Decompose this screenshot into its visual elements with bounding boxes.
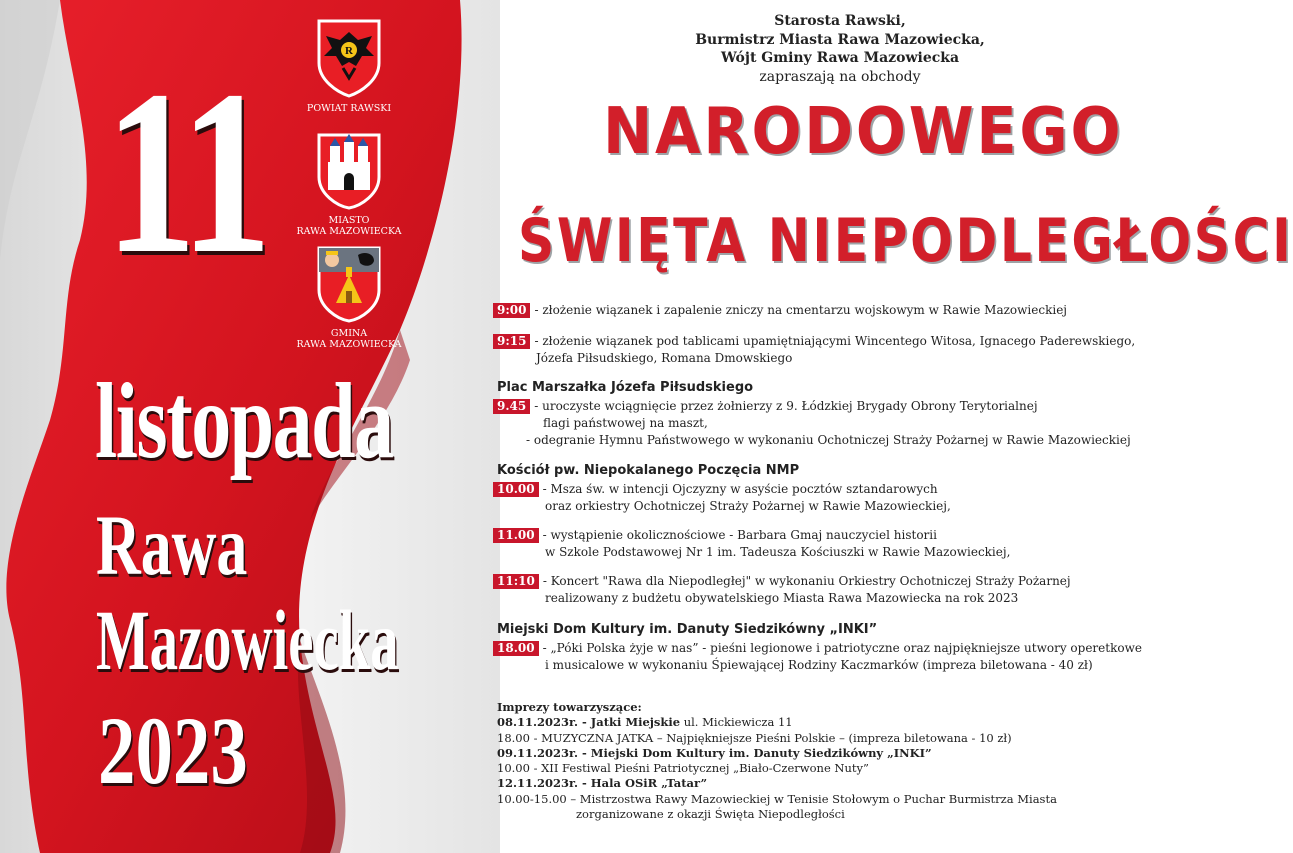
header-line: zapraszają na obchody (759, 68, 921, 85)
month-text: listopada (95, 362, 393, 481)
schedule-item: 18.00 - „Póki Polska żyje w nas” - pieśni legionowe i patriotyczne oraz najpiękniejsze utwory operetkowe i musicalowe w wykonaniu Śpiewającej Rodziny Kaczmarków (impreza biletowana - 40 zł) (493, 640, 1142, 674)
schedule-item: 11.00 - wystąpienie okolicznościowe - Barbara Gmaj nauczyciel historii w Szkole Podstawowej Nr 1 im. Tadeusza Kościuszki w Rawie Mazowieckiej, (493, 527, 1010, 561)
schedule-item: 9.45 - uroczyste wciągnięcie przez żołnierzy z 9. Łódzkiej Brygady Obrony Terytorialnej flagi państwowej na maszt, - odegranie Hymnu Państwowego w wykonaniu Ochotniczej Straży Pożarnej w Rawie Mazowieckiej (493, 398, 1131, 449)
time-badge: 9.45 (493, 399, 530, 414)
schedule-item: 10.00 - Msza św. w intencji Ojczyzny w asyście pocztów sztandarowych oraz orkiestry Ochotniczej Straży Pożarnej w Rawie Mazowieckiej, (493, 481, 951, 515)
time-badge: 9:00 (493, 303, 530, 318)
section-heading: Kościół pw. Niepokalanego Poczęcia NMP (497, 463, 800, 478)
schedule-item: 9:00 - złożenie wiązanek i zapalenie zniczy na cmentarzu wojskowym w Rawie Mazowieckiej (493, 302, 1067, 319)
crest-gmina (294, 245, 404, 351)
crest-miasto (294, 132, 404, 238)
section-heading: Miejski Dom Kultury im. Danuty Siedzikówny „INKI” (497, 622, 878, 637)
side-event-line: 18.00 - MUZYCZNA JATKA – Najpiękniejsze Pieśni Polskie – (impreza biletowana - 10 zł) (497, 730, 1012, 745)
invitation-header (600, 12, 1080, 86)
schedule-item: 11:10 - Koncert "Rawa dla Niepodległej" w wykonaniu Orkiestry Ochotniczej Straży Pożarnej realizowany z budżetu obywatelskiego Miasta Rawa Mazowiecka na rok 2023 (493, 573, 1071, 607)
side-event-line: 08.11.2023r. - Jatki Miejskie ul. Mickiewicza 11 (497, 715, 793, 730)
time-badge: 9:15 (493, 334, 530, 349)
crest-label: POWIAT RAWSKI (306, 103, 392, 114)
side-event-line: zorganizowane z okazji Święta Niepodległości (576, 807, 845, 822)
crest-emblem: R (345, 45, 353, 57)
header-line: Wójt Gminy Rawa Mazowiecka (720, 50, 960, 66)
header-line: Burmistrz Miasta Rawa Mazowiecka, (695, 31, 985, 48)
side-event-line: 10.00 - XII Festiwal Pieśni Patriotycznej „Biało-Czerwone Nuty” (497, 761, 869, 776)
gmina-coat-of-arms-icon (316, 245, 382, 323)
year-text: 2023 (98, 697, 248, 804)
time-badge: 18.00 (493, 641, 539, 656)
time-badge: 11:10 (493, 574, 539, 589)
crest-powiat (294, 18, 404, 115)
side-event-line: 12.11.2023r. - Hala OSiR „Tatar” (497, 776, 708, 791)
time-badge: 11.00 (493, 528, 539, 543)
title-line1: NARODOWEGO (603, 95, 1124, 169)
powiat-coat-of-arms-icon (316, 18, 382, 98)
time-badge: 10.00 (493, 482, 539, 497)
section-heading: Plac Marszałka Józefa Piłsudskiego (497, 380, 754, 395)
side-event-line: 10.00-15.00 – Mistrzostwa Rawy Mazowieckiej w Tenisie Stołowym o Puchar Burmistrza Miasta (497, 791, 1057, 806)
crest-label: MIASTO RAWA MAZOWIECKA (296, 215, 402, 237)
crest-label: GMINA RAWA MAZOWIECKA (296, 328, 402, 350)
city-line1: Rawa (96, 497, 248, 593)
side-events (497, 700, 1057, 822)
city-line2: Mazowiecka (96, 592, 399, 688)
side-event-line: 09.11.2023r. - Miejski Dom Kultury im. Danuty Siedzikówny „INKI” (497, 745, 932, 760)
miasto-coat-of-arms-icon (316, 132, 382, 210)
big-day-number: 11 (105, 42, 266, 302)
header-line: Starosta Rawski, (774, 13, 906, 29)
schedule-item: 9:15 - złożenie wiązanek pod tablicami upamiętniającymi Wincentego Witosa, Ignacego Paderewskiego, Józefa Piłsudskiego, Romana Dmowskiego (493, 333, 1135, 367)
side-events-heading: Imprezy towarzyszące: (497, 700, 642, 714)
title-line2: ŚWIĘTA NIEPODLEGŁOŚCI (518, 206, 1293, 276)
